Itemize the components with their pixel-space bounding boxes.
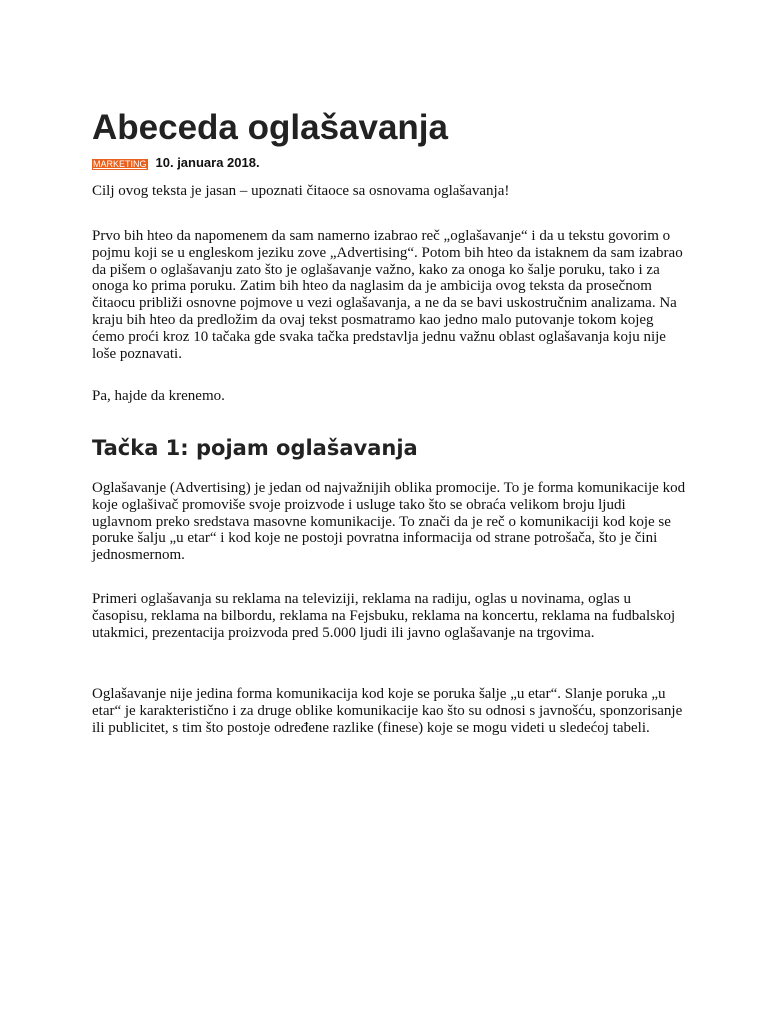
section-1-heading: Tačka 1: pojam oglašavanja (92, 436, 418, 460)
article-title: Abeceda oglašavanja (92, 108, 448, 147)
article-date: 10. januara 2018. (155, 155, 260, 170)
article-meta (92, 155, 260, 171)
category-badge-link[interactable]: MARKETING (93, 159, 147, 169)
paragraph-2: Pa, hajde da krenemo. (92, 388, 225, 404)
section-1-paragraph-2: Primeri oglašavanja su reklama na televiziji, reklama na radiju, oglas u novinama, oglas u časopisu, reklama na bilbordu, reklama na Fejsbuku, reklama na koncertu, reklama na fudbalskoj utakmici, prezentacija proizvoda pred 5.000 ljudi ili javno oglašavanje na trgovima. (92, 591, 676, 641)
section-1-paragraph-1: Oglašavanje (Advertising) je jedan od najvažnijih oblika promocije. To je forma komunikacije kod koje oglašivač promoviše svoje proizvode i usluge tako što se obraća velikom broju ljudi uglavnom preko sredstava masovne komunikacije. To znači da je reč o komunikaciji kod koje se poruke šalju „u etar“ i kod koje ne postoji povratna informacija od strane potrošača, što je čini jednosmernom. (92, 480, 686, 564)
section-1-paragraph-3: Oglašavanje nije jedina forma komunikacija kod koje se poruka šalje „u etar“. Slanje poruka „u etar“ je karakteristično i za druge oblike komunikacije kao što su odnosi s javnošću, sponzorisanje ili publicitet, s tim što postoje određene razlike (finese) koje se mogu videti u sledećoj tabeli. (92, 686, 683, 736)
paragraph-1: Prvo bih hteo da napomenem da sam namerno izabrao reč „oglašavanje“ i da u tekstu govorim o pojmu koji se u engleskom jeziku zove „Advertising“. Potom bih hteo da istaknem da sam izabrao da pišem o oglašavanju zato što je oglašavanje važno, kako za onoga ko šalje poruku, tako i za onoga ko prima poruku. Zatim bih hteo da naglasim da je ambicija ovog teksta da prosečnom čitaocu približi osnovne pojmove u vezi oglašavanja, a ne da se bavi uskostručnim analizama. Na kraju bih hteo da predložim da ovaj tekst posmatramo kao jedno malo putovanje tokom kojeg ćemo proći kroz 10 tačaka gde svaka tačka predstavlja jednu važnu oblast oglašavanja koju nije loše poznavati. (92, 228, 683, 362)
intro-paragraph: Cilj ovog teksta je jasan – upoznati čitaoce sa osnovama oglašavanja! (92, 183, 510, 199)
